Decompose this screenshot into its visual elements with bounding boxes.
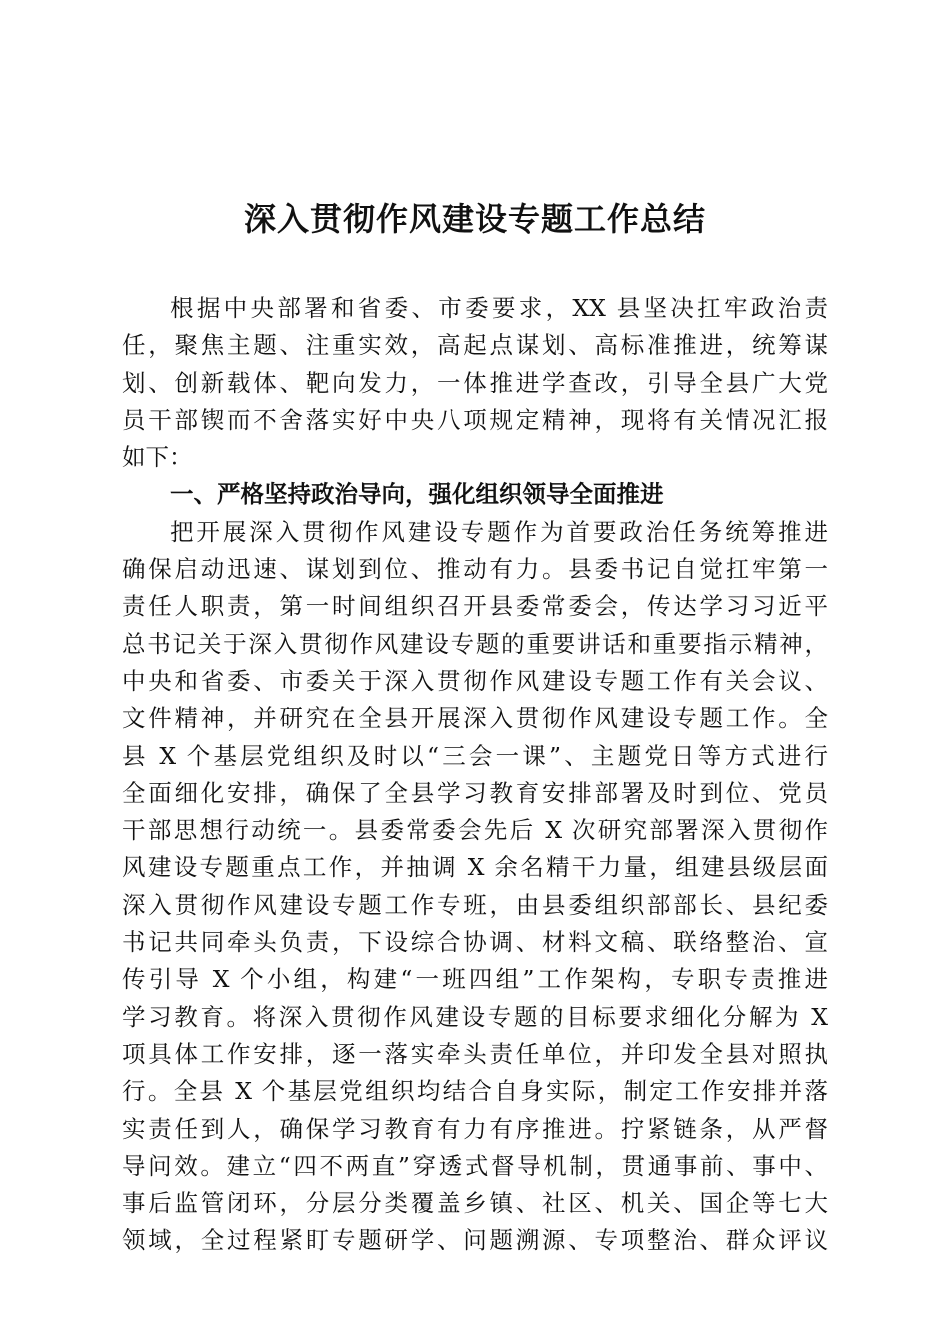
paragraph-line: 任，聚焦主题、注重实效，高起点谋划、高标准推进，统筹谋 [122, 331, 828, 360]
paragraph-line: 学习教育。将深入贯彻作风建设专题的目标要求细化分解为 X [122, 1002, 828, 1031]
paragraph-line: 根据中央部署和省委、市委要求，XX 县坚决扛牢政治责 [170, 294, 828, 322]
paragraph-line: 总书记关于深入贯彻作风建设专题的重要讲话和重要指示精神， [122, 629, 828, 658]
paragraph-line: 书记共同牵头负责，下设综合协调、材料文稿、联络整治、宣 [122, 928, 828, 957]
paragraph-line: 传引导 X 个小组，构建“一班四组”工作架构，专职专责推进 [122, 965, 828, 994]
paragraph-line: 把开展深入贯彻作风建设专题作为首要政治任务统筹推进 [170, 517, 828, 546]
paragraph-line: 员干部锲而不舍落实好中央八项规定精神，现将有关情况汇报 [122, 405, 828, 434]
paragraph-line: 领域，全过程紧盯专题研学、问题溯源、专项整治、群众评议 [122, 1226, 828, 1255]
paragraph-line: 风建设专题重点工作，并抽调 X 余名精干力量，组建县级层面 [122, 853, 828, 882]
paragraph-line: 文件精神，并研究在全县开展深入贯彻作风建设专题工作。全 [122, 704, 828, 733]
paragraph-line: 干部思想行动统一。县委常委会先后 X 次研究部署深入贯彻作 [122, 816, 828, 845]
document-title: 深入贯彻作风建设专题工作总结 [243, 200, 706, 238]
paragraph-line: 实责任到人，确保学习教育有力有序推进。拧紧链条，从严督 [122, 1114, 828, 1143]
paragraph-line: 确保启动迅速、谋划到位、推动有力。县委书记自觉扛牢第一 [122, 555, 828, 584]
document-body [122, 290, 828, 1260]
paragraph-line: 县 X 个基层党组织及时以“三会一课”、主题党日等方式进行 [122, 741, 828, 770]
paragraph-line: 责任人职责，第一时间组织召开县委常委会，传达学习习近平 [122, 592, 828, 621]
paragraph-line: 导问效。建立“四不两直”穿透式督导机制，贯通事前、事中、 [122, 1151, 828, 1180]
paragraph-line: 划、创新载体、靶向发力，一体推进学查改，引导全县广大党 [122, 368, 828, 397]
section-heading: 一、严格坚持政治导向，强化组织领导全面推进 [170, 480, 664, 509]
paragraph-line: 全面细化安排，确保了全县学习教育安排部署及时到位、党员 [122, 778, 828, 807]
paragraph-line: 行。全县 X 个基层党组织均结合自身实际，制定工作安排并落 [122, 1077, 828, 1106]
paragraph-line: 项具体工作安排，逐一落实牵头责任单位，并印发全县对照执 [122, 1039, 828, 1068]
paragraph-line: 深入贯彻作风建设专题工作专班，由县委组织部部长、县纪委 [122, 890, 828, 919]
section-paragraph [122, 514, 828, 1260]
paragraph-line: 中央和省委、市委关于深入贯彻作风建设专题工作有关会议、 [122, 666, 828, 695]
paragraph-line: 事后监管闭环，分层分类覆盖乡镇、社区、机关、国企等七大 [122, 1189, 828, 1218]
intro-paragraph [122, 290, 828, 476]
paragraph-line: 如下： [122, 443, 193, 472]
